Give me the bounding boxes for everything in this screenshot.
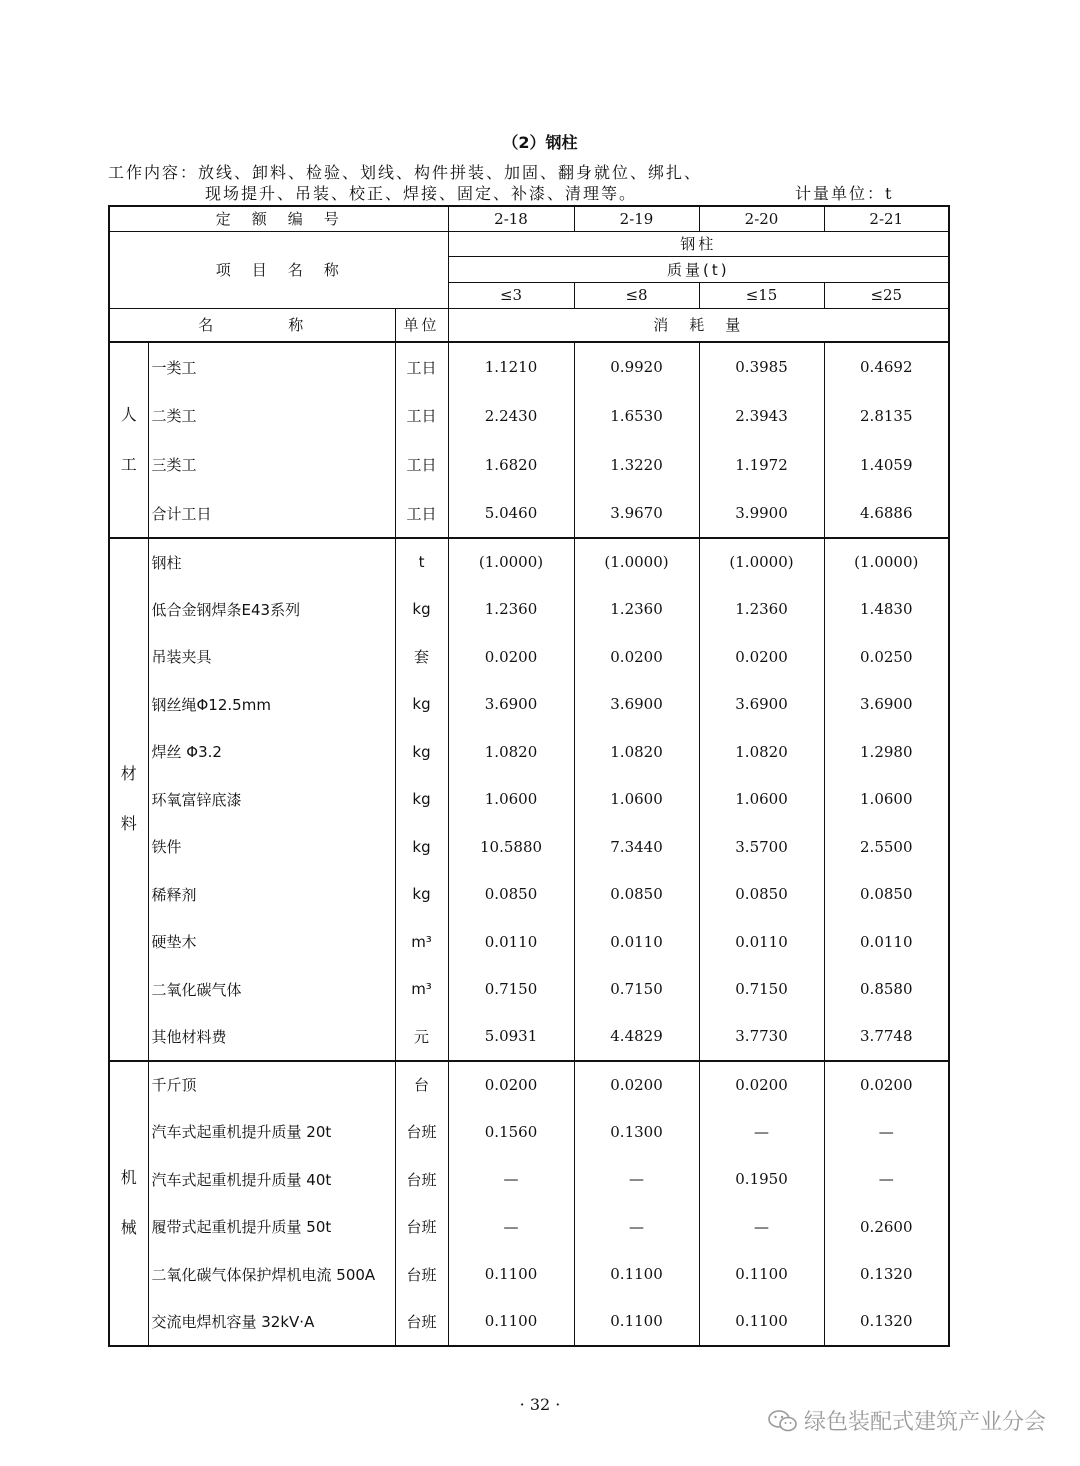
item-value: 0.1320 (824, 1251, 949, 1299)
table-row (109, 1108, 949, 1156)
table-row (109, 681, 949, 729)
category-char: 机 (120, 1168, 137, 1187)
quota-code: 2-19 (574, 206, 699, 231)
item-value: 3.7730 (699, 1013, 824, 1061)
item-value: — (574, 1203, 699, 1251)
item-name: 稀释剂 (148, 871, 395, 919)
sub-label: 质量(t) (448, 256, 949, 282)
item-name: 三类工 (148, 440, 395, 489)
item-value: 0.8580 (824, 966, 949, 1014)
table-row (109, 728, 949, 776)
item-value: 5.0931 (448, 1013, 574, 1061)
table-row (109, 1203, 949, 1251)
range-label: ≤3 (448, 282, 574, 308)
item-value: (1.0000) (448, 538, 574, 586)
item-value: (1.0000) (574, 538, 699, 586)
category-label (109, 342, 148, 538)
item-value: 0.1100 (574, 1298, 699, 1346)
item-value: 1.0600 (574, 776, 699, 824)
item-name: 汽车式起重机提升质量 40t (148, 1156, 395, 1204)
item-value: 2.5500 (824, 823, 949, 871)
item-value: 0.1950 (699, 1156, 824, 1204)
item-value: — (824, 1156, 949, 1204)
item-value: 0.1560 (448, 1108, 574, 1156)
category-char: 工 (120, 455, 137, 474)
item-value: 1.0600 (448, 776, 574, 824)
category-char: 械 (120, 1218, 137, 1237)
item-value: 7.3440 (574, 823, 699, 871)
item-value: 0.3985 (699, 342, 824, 391)
item-value: 0.0200 (699, 1061, 824, 1109)
category-char: 人 (120, 405, 137, 424)
table-row (109, 1061, 949, 1109)
item-value: 1.4059 (824, 440, 949, 489)
item-unit: 台 (395, 1061, 448, 1109)
watermark (768, 1405, 1046, 1436)
item-value: 0.9920 (574, 342, 699, 391)
category-char: 材 (120, 764, 137, 784)
item-value: 0.0850 (699, 871, 824, 919)
item-unit: m³ (395, 966, 448, 1014)
item-unit: kg (395, 681, 448, 729)
item-value: 0.7150 (699, 966, 824, 1014)
item-value: 0.0200 (448, 1061, 574, 1109)
item-name: 焊丝 Φ3.2 (148, 728, 395, 776)
wechat-icon (768, 1410, 798, 1432)
quota-table (108, 205, 950, 1347)
item-name: 交流电焊机容量 32kV·A (148, 1298, 395, 1346)
item-value: 0.1100 (699, 1251, 824, 1299)
category-label (109, 1061, 148, 1346)
table-row (109, 440, 949, 489)
item-unit: kg (395, 728, 448, 776)
quota-code: 2-20 (699, 206, 824, 231)
item-value: 0.0200 (574, 633, 699, 681)
item-value: 0.1100 (699, 1298, 824, 1346)
item-value: 0.1320 (824, 1298, 949, 1346)
item-name: 吊装夹具 (148, 633, 395, 681)
item-value: 1.0600 (699, 776, 824, 824)
item-value: (1.0000) (699, 538, 824, 586)
range-label: ≤15 (699, 282, 824, 308)
item-value: — (448, 1156, 574, 1204)
item-name: 二氧化碳气体 (148, 966, 395, 1014)
item-unit: 工日 (395, 391, 448, 440)
quota-code: 2-18 (448, 206, 574, 231)
item-value: 0.0250 (824, 633, 949, 681)
item-unit: kg (395, 586, 448, 634)
item-unit: 台班 (395, 1251, 448, 1299)
item-value: 2.3943 (699, 391, 824, 440)
item-name: 环氧富锌底漆 (148, 776, 395, 824)
category-char: 料 (120, 814, 137, 834)
table-row (109, 633, 949, 681)
table-row (109, 586, 949, 634)
item-value: 3.9670 (574, 489, 699, 538)
table-row (109, 918, 949, 966)
table-row (109, 1298, 949, 1346)
item-value: 1.0820 (448, 728, 574, 776)
item-value: 0.4692 (824, 342, 949, 391)
item-value: 2.2430 (448, 391, 574, 440)
item-value: 0.0110 (448, 918, 574, 966)
item-value: 1.3220 (574, 440, 699, 489)
item-value: 2.8135 (824, 391, 949, 440)
item-value: 1.4830 (824, 586, 949, 634)
item-unit: 元 (395, 1013, 448, 1061)
item-name: 硬垫木 (148, 918, 395, 966)
item-value: 1.0820 (699, 728, 824, 776)
item-value: 1.6820 (448, 440, 574, 489)
item-value: — (699, 1108, 824, 1156)
category-label (109, 538, 148, 1061)
item-unit: 台班 (395, 1203, 448, 1251)
range-label: ≤25 (824, 282, 949, 308)
table-row (109, 538, 949, 586)
item-name: 钢丝绳Φ12.5mm (148, 681, 395, 729)
table-row (109, 489, 949, 538)
item-value: 0.0110 (824, 918, 949, 966)
item-value: 1.2360 (699, 586, 824, 634)
table-row (109, 871, 949, 919)
item-value: — (574, 1156, 699, 1204)
measure-unit: 计量单位：t (795, 184, 894, 203)
item-unit: kg (395, 871, 448, 919)
item-name: 汽车式起重机提升质量 20t (148, 1108, 395, 1156)
item-value: 0.1100 (574, 1251, 699, 1299)
item-unit: kg (395, 823, 448, 871)
page-title: （2）钢柱 (502, 133, 578, 152)
item-value: 1.2360 (574, 586, 699, 634)
item-unit: t (395, 538, 448, 586)
item-value: 0.0850 (448, 871, 574, 919)
item-value: 3.9900 (699, 489, 824, 538)
item-value: 3.6900 (699, 681, 824, 729)
item-name: 千斤顶 (148, 1061, 395, 1109)
item-name: 二类工 (148, 391, 395, 440)
item-unit: 套 (395, 633, 448, 681)
watermark-text: 绿色装配式建筑产业分会 (803, 1410, 1046, 1435)
table-row (109, 391, 949, 440)
item-name: 合计工日 (148, 489, 395, 538)
item-value: 0.1100 (448, 1251, 574, 1299)
work-content-continued: 现场提升、吊装、校正、焊接、固定、补漆、清理等。 (205, 184, 638, 203)
item-value: 1.1210 (448, 342, 574, 391)
item-value: 1.0600 (824, 776, 949, 824)
table-row (109, 1156, 949, 1204)
item-value: 0.0850 (824, 871, 949, 919)
item-name: 其他材料费 (148, 1013, 395, 1061)
item-unit: 工日 (395, 342, 448, 391)
item-value: 1.6530 (574, 391, 699, 440)
item-value: 0.0200 (824, 1061, 949, 1109)
item-value: 0.7150 (448, 966, 574, 1014)
item-value: — (448, 1203, 574, 1251)
item-value: 0.2600 (824, 1203, 949, 1251)
table-row (109, 1013, 949, 1061)
item-value: 0.1100 (448, 1298, 574, 1346)
item-value: 10.5880 (448, 823, 574, 871)
consumption-header: 消 耗 量 (448, 308, 949, 342)
item-name: 钢柱 (148, 538, 395, 586)
item-unit: 工日 (395, 489, 448, 538)
item-value: 1.1972 (699, 440, 824, 489)
range-label: ≤8 (574, 282, 699, 308)
item-value: — (699, 1203, 824, 1251)
item-value: 0.0200 (574, 1061, 699, 1109)
quota-code: 2-21 (824, 206, 949, 231)
table-row (109, 342, 949, 391)
item-name-label: 项 目 名 称 (109, 231, 448, 308)
table-row (109, 966, 949, 1014)
item-value: 1.2980 (824, 728, 949, 776)
item-value: 1.0820 (574, 728, 699, 776)
table-row (109, 823, 949, 871)
item-value: 4.6886 (824, 489, 949, 538)
page-number: · 32 · (519, 1395, 561, 1414)
item-value: 3.6900 (448, 681, 574, 729)
item-name: 履带式起重机提升质量 50t (148, 1203, 395, 1251)
item-value: 3.5700 (699, 823, 824, 871)
item-unit: m³ (395, 918, 448, 966)
table-row (109, 1251, 949, 1299)
item-unit: 台班 (395, 1298, 448, 1346)
item-unit: 台班 (395, 1108, 448, 1156)
item-value: 0.7150 (574, 966, 699, 1014)
quota-no-label: 定 额 编 号 (109, 206, 448, 231)
item-value: 3.6900 (824, 681, 949, 729)
item-value: 0.1300 (574, 1108, 699, 1156)
item-name: 低合金钢焊条E43系列 (148, 586, 395, 634)
item-name: 二氧化碳气体保护焊机电流 500A (148, 1251, 395, 1299)
item-value: 3.7748 (824, 1013, 949, 1061)
item-value: 4.4829 (574, 1013, 699, 1061)
item-value: 0.0850 (574, 871, 699, 919)
item-unit: kg (395, 776, 448, 824)
unit-column-header: 单位 (395, 308, 448, 342)
item-value: 0.0200 (448, 633, 574, 681)
item-value: 0.0200 (699, 633, 824, 681)
table-row (109, 776, 949, 824)
item-value: — (824, 1108, 949, 1156)
item-name: 一类工 (148, 342, 395, 391)
item-unit: 工日 (395, 440, 448, 489)
item-value: (1.0000) (824, 538, 949, 586)
item-value: 3.6900 (574, 681, 699, 729)
name-column-header: 名 称 (109, 308, 395, 342)
item-value: 1.2360 (448, 586, 574, 634)
item-unit: 台班 (395, 1156, 448, 1204)
item-value: 0.0110 (574, 918, 699, 966)
item-value: 5.0460 (448, 489, 574, 538)
group-label: 钢柱 (448, 231, 949, 256)
item-value: 0.0110 (699, 918, 824, 966)
item-name: 铁件 (148, 823, 395, 871)
work-content: 工作内容：放线、卸料、检验、划线、构件拼装、加固、翻身就位、绑扎、 (108, 163, 703, 182)
